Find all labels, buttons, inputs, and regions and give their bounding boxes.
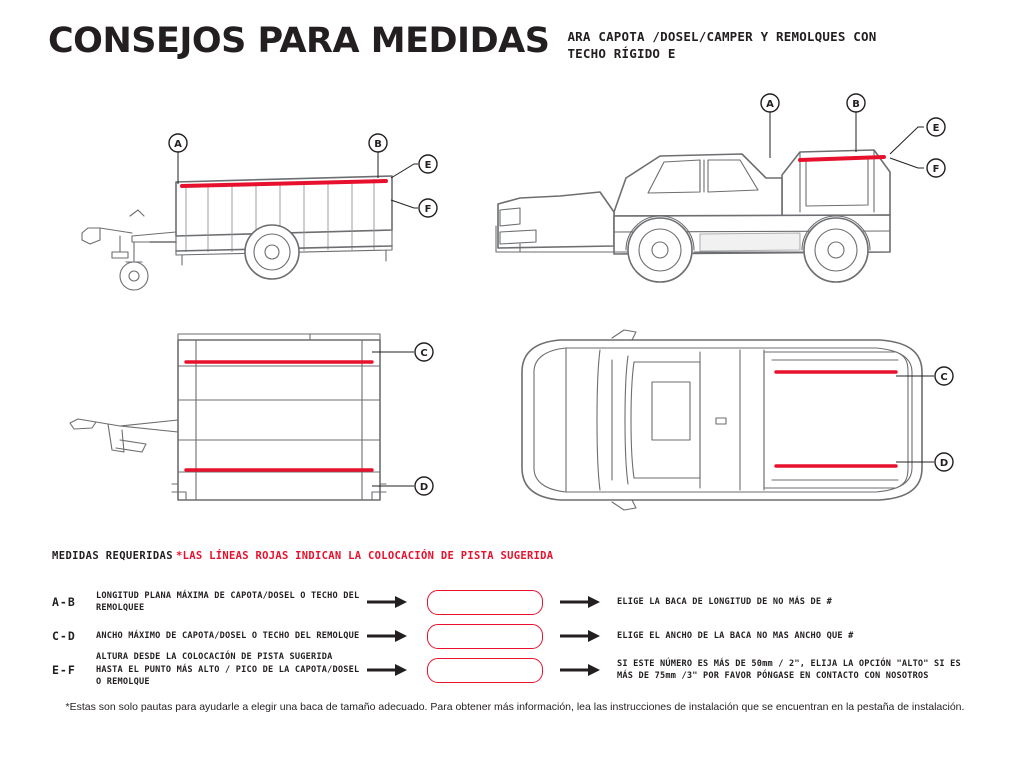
measurements-note: *LAS LÍNEAS ROJAS INDICAN LA COLOCACIÓN DE PISTA SUGERIDA bbox=[176, 550, 554, 562]
arrow-right-icon bbox=[557, 596, 603, 608]
row-description-cd: ANCHO MÁXIMO DE CAPOTA/DOSEL O TECHO DEL REMOLQUE bbox=[96, 630, 360, 641]
row-result-ab: ELIGE LA BACA DE LONGITUD DE NO MÁS DE # bbox=[617, 596, 832, 607]
row-description-ab: LONGITUD PLANA MÁXIMA DE CAPOTA/DOSEL O TECHO DEL REMOLQUEE bbox=[96, 590, 360, 613]
page-title: CONSEJOS PARA MEDIDAS bbox=[48, 21, 550, 61]
row-description-ef: ALTURA DESDE LA COLOCACIÓN DE PISTA SUGERIDA HASTA EL PUNTO MÁS ALTO / PICO DE LA CAPOTA/DOSEL O REMOLQUE bbox=[96, 652, 360, 688]
callout-d-truck-top: D bbox=[939, 458, 949, 469]
arrow-right-icon bbox=[364, 664, 410, 676]
callout-c-truck-top: C bbox=[940, 372, 948, 383]
callout-a-truck-side: A bbox=[766, 99, 774, 110]
callout-b-trailer-side: B bbox=[374, 139, 382, 150]
callout-f-trailer-side: F bbox=[424, 204, 432, 215]
table-row bbox=[52, 653, 982, 687]
callout-b-truck-side: B bbox=[852, 99, 860, 110]
arrow-right-icon bbox=[364, 596, 410, 608]
row-code-ef: E-F bbox=[52, 663, 76, 677]
measurement-input-ab[interactable] bbox=[427, 590, 543, 615]
truck-side-view bbox=[496, 150, 890, 282]
callout-e-trailer-side: E bbox=[424, 160, 432, 171]
row-code-cd: C-D bbox=[52, 629, 76, 643]
row-code-ab: A-B bbox=[52, 595, 76, 609]
callout-e-truck-side: E bbox=[932, 123, 940, 134]
footnote: *Estas son solo pautas para ayudarle a elegir una baca de tamaño adecuado. Para obtener más información, lea las instrucciones de instalación que se encuentran en la pestaña de instalación. bbox=[65, 701, 965, 713]
measurement-input-ef[interactable] bbox=[427, 658, 543, 683]
callout-a-trailer-side: A bbox=[174, 139, 182, 150]
callout-f-truck-side: F bbox=[932, 164, 940, 175]
trailer-top-view bbox=[70, 334, 386, 500]
measurements-heading: MEDIDAS REQUERIDAS bbox=[52, 550, 173, 562]
trailer-side-view bbox=[82, 176, 392, 290]
row-result-cd: ELIGE EL ANCHO DE LA BACA NO MAS ANCHO QUE # bbox=[617, 630, 854, 641]
page-subtitle: ARA CAPOTA /DOSEL/CAMPER Y REMOLQUES CON TECHO RÍGIDO E bbox=[567, 29, 877, 61]
measurement-input-cd[interactable] bbox=[427, 624, 543, 649]
callout-c-trailer-top: C bbox=[420, 348, 428, 359]
arrow-right-icon bbox=[557, 664, 603, 676]
table-row bbox=[52, 619, 982, 653]
arrow-right-icon bbox=[364, 630, 410, 642]
measurements-rows bbox=[52, 585, 982, 687]
row-result-ef: SI ESTE NÚMERO ES MÁS DE 50mm / 2", ELIJA LA OPCIÓN "ALTO" SI ES MÁS DE 75mm /3" POR FAVOR PÓNGASE EN CONTACTO CON NOSOTROS bbox=[617, 658, 961, 681]
arrow-right-icon bbox=[557, 630, 603, 642]
truck-top-view bbox=[522, 330, 922, 510]
trailer-top-callouts bbox=[372, 343, 433, 495]
table-row bbox=[52, 585, 982, 619]
callout-d-trailer-top: D bbox=[419, 482, 429, 493]
